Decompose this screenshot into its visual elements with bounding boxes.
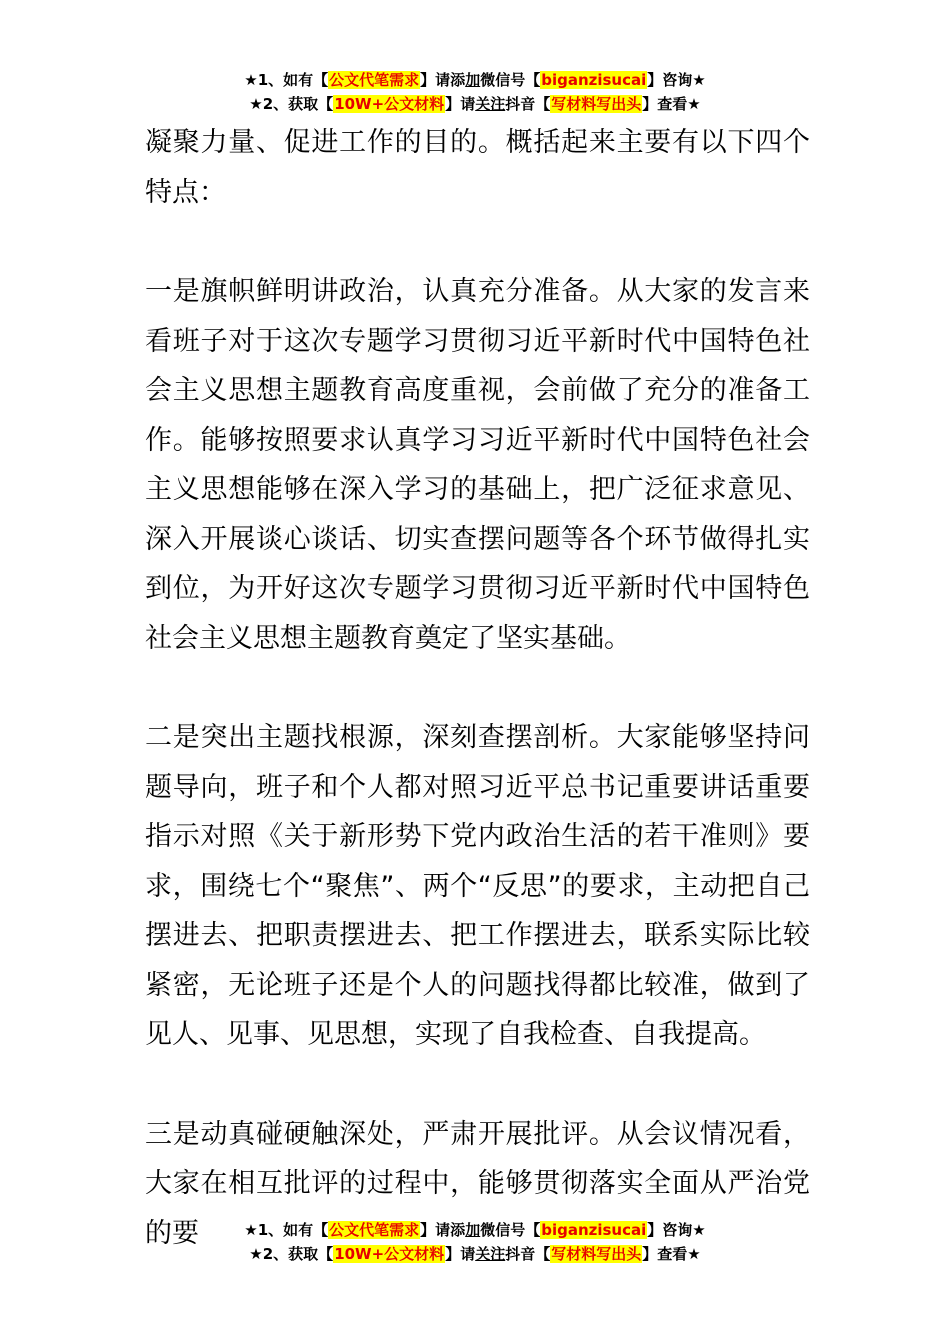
banner-underline-text: 关注 [475,1245,506,1263]
paragraph-point-three: 三是动真碰硬触深处，严肃开展批评。从会议情况看，大家在相互批评的过程中，能够贯彻落实全面从严治党的要 [145,1118,810,1249]
banner-text: ★2、获取【 [249,1245,334,1263]
banner-text: 抖音【 [505,1245,551,1263]
banner-highlight-materials: 10W+公文材料 [334,95,445,113]
footer-banner [0,1218,950,1266]
banner-highlight-service: 公文代笔需求 [329,1221,420,1239]
paragraph-point-two: 二是突出主题找根源，深刻查摆剖析。大家能够坚持问题导向，班子和个人都对照习近平总书记重要讲话重要指示对照《关于新形势下党内政治生活的若干准则》要求，围绕七个“聚焦”、两个“反思”的要求，主动把自己摆进去、把职责摆进去、把工作摆进去，联系实际比较紧密，无论班子还是个人的问题找得都比较准，做到了见人、见事、见思想，实现了自我检查、自我提高。 [145,722,810,1050]
banner-text: ★2、获取【 [249,95,334,113]
banner-text: 】请添 [420,71,466,89]
banner-text: 】咨询★ [647,1221,706,1239]
banner-line-2 [0,1242,950,1266]
banner-text: ★1、如有【 [244,71,329,89]
banner-highlight-materials: 10W+公文材料 [334,1245,445,1263]
banner-highlight-douyin: 写材料写出头 [551,95,642,113]
banner-highlight-service: 公文代笔需求 [329,71,420,89]
banner-text: 微信号【 [480,1221,541,1239]
banner-text: ★1、如有【 [244,1221,329,1239]
banner-text: 微信号【 [480,71,541,89]
banner-text: 】查看★ [642,1245,701,1263]
banner-text: 】请添 [420,1221,466,1239]
banner-line-1 [0,1218,950,1242]
banner-underline-text: 加 [465,71,481,89]
banner-highlight-douyin: 写材料写出头 [551,1245,642,1263]
banner-text: 】查看★ [642,95,701,113]
header-banner [0,68,950,116]
banner-line-2 [0,92,950,116]
document-body [145,118,810,1308]
banner-text: 抖音【 [505,95,551,113]
banner-highlight-wechat-id: biganzisucai [541,1221,647,1239]
banner-text: 】请 [445,1245,476,1263]
banner-highlight-wechat-id: biganzisucai [541,71,647,89]
banner-underline-text: 关注 [475,95,506,113]
banner-text: 】请 [445,95,476,113]
banner-line-1 [0,68,950,92]
banner-underline-text: 加 [465,1221,481,1239]
paragraph-intro: 凝聚力量、促进工作的目的。概括起来主要有以下四个特点： [145,127,810,208]
paragraph-point-one: 一是旗帜鲜明讲政治，认真充分准备。从大家的发言来看班子对于这次专题学习贯彻习近平新时代中国特色社会主义思想主题教育高度重视，会前做了充分的准备工作。能够按照要求认真学习习近平新时代中国特色社会主义思想能够在深入学习的基础上，把广泛征求意见、深入开展谈心谈话、切实查摆问题等各个环节做得扎实到位，为开好这次专题学习贯彻习近平新时代中国特色社会主义思想主题教育奠定了坚实基础。 [145,276,810,654]
banner-text: 】咨询★ [647,71,706,89]
